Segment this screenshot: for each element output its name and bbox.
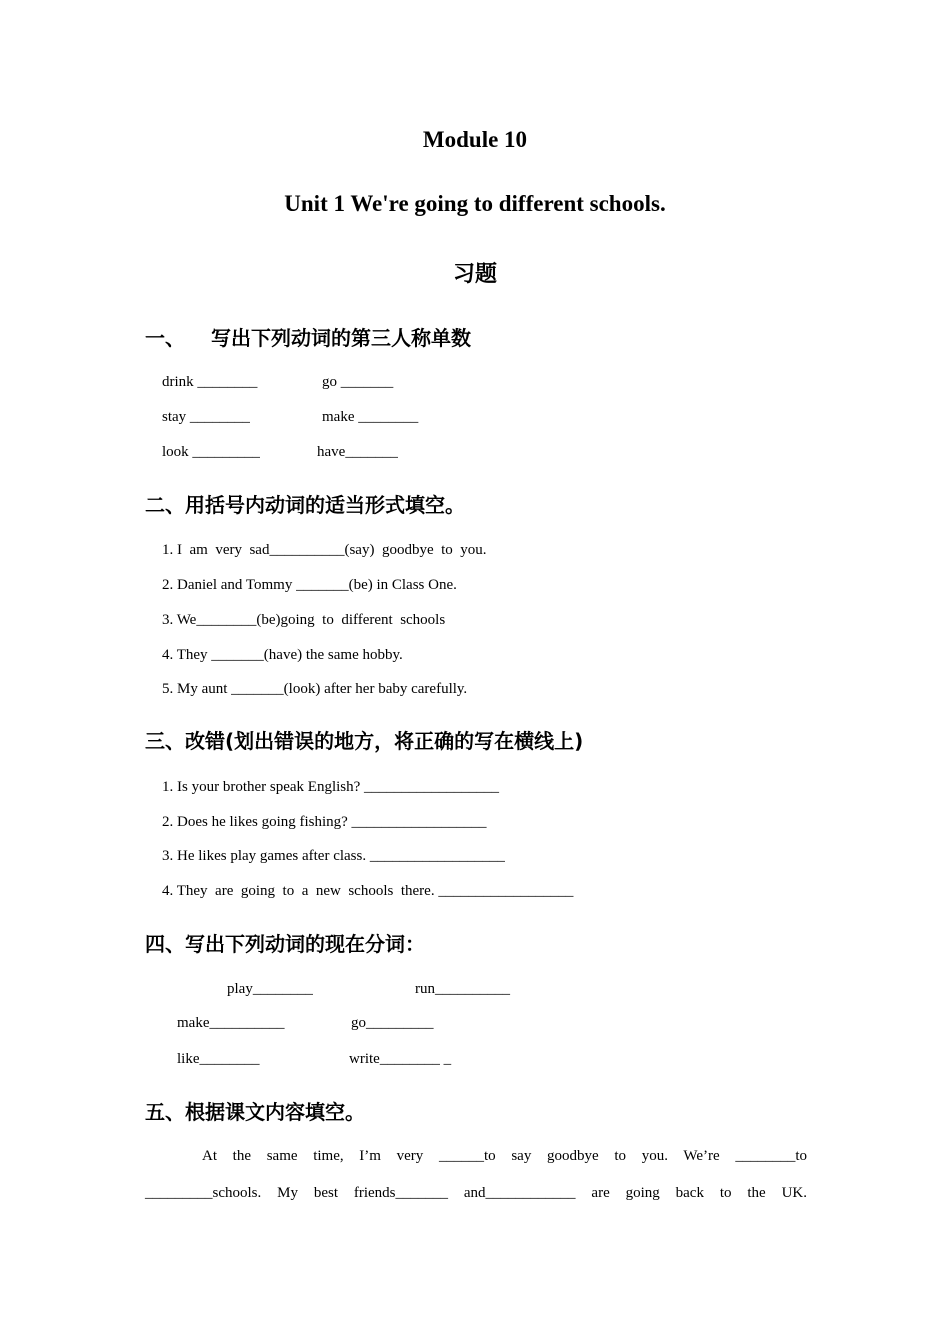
section2-heading: 二、用括号内动词的适当形式填空。 (145, 493, 465, 517)
section1-item: stay ________ (162, 409, 250, 425)
section3-item: 3. He likes play games after class. __________________ (162, 848, 505, 864)
section5-heading: 五、根据课文内容填空。 (145, 1100, 365, 1124)
section2-item: 1. I am very sad__________(say) goodbye to you. (162, 542, 487, 558)
section2-item: 4. They _______(have) the same hobby. (162, 647, 403, 663)
section1-heading-number: 一、 (145, 326, 185, 350)
section1-item: look _________ (162, 444, 260, 460)
section3-item: 1. Is your brother speak English? __________________ (162, 779, 500, 795)
section1-item: make ________ (322, 409, 419, 425)
section3-item: 4. They are going to a new schools there. __________________ (162, 883, 574, 899)
module-title: Module 10 (422, 127, 528, 152)
section4-heading: 四、写出下列动词的现在分词： (145, 932, 425, 956)
section3-heading: 三、改错(划出错误的地方，将正确的写在横线上) (145, 729, 584, 753)
section2-item: 2. Daniel and Tommy _______(be) in Class One. (162, 577, 457, 593)
section4-item: like________ (177, 1051, 260, 1067)
section4-item: go_________ (351, 1015, 434, 1031)
section5-line: _________schools. My best friends_______ and____________ are going back to the UK. (145, 1185, 807, 1201)
section4-item: play________ (227, 981, 313, 997)
section1-item: drink ________ (162, 374, 258, 390)
section2-item: 5. My aunt _______(look) after her baby carefully. (162, 681, 468, 697)
section2-item: 3. We________(be)going to different schools (162, 612, 446, 628)
section3-item: 2. Does he likes going fishing? __________________ (162, 814, 487, 830)
unit-title: Unit 1 We're going to different schools. (284, 191, 666, 216)
section1-heading: 写出下列动词的第三人称单数 (211, 326, 471, 350)
section4-item: write________ _ (349, 1051, 452, 1067)
section4-item: make__________ (177, 1015, 285, 1031)
exercise-label: 习题 (452, 262, 497, 287)
section4-item: run__________ (415, 981, 510, 997)
section5-line: At the same time, I’m very ______to say goodbye to you. We’re ________to (202, 1148, 807, 1164)
section1-item: have_______ (317, 444, 398, 460)
section1-item: go _______ (322, 374, 394, 390)
